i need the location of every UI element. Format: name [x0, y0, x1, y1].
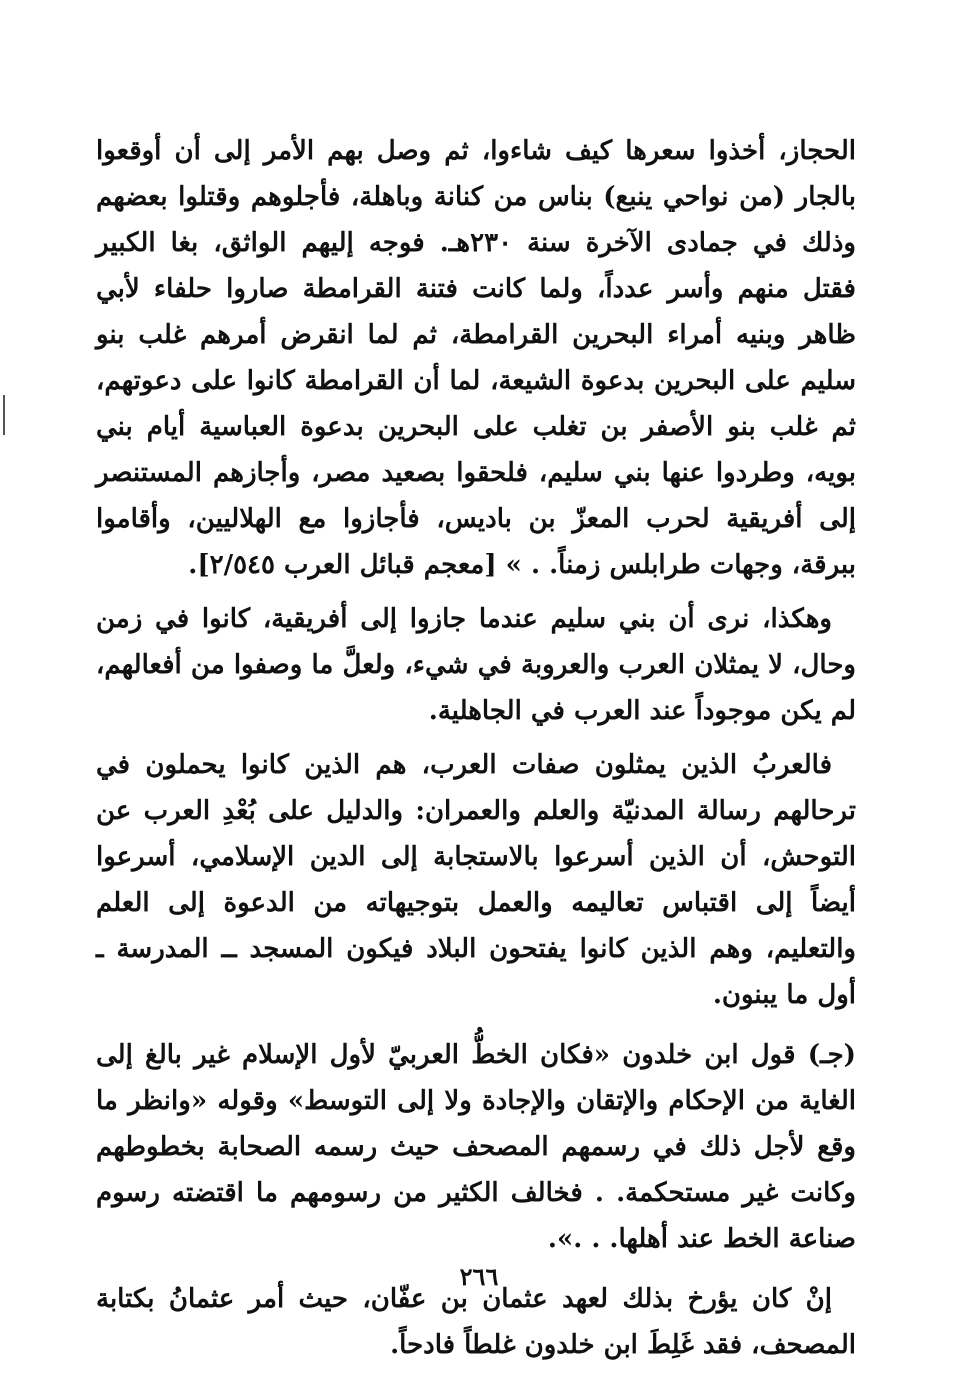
paragraph-hijaz-history: الحجاز، أخذوا سعرها كيف شاءوا، ثم وصل بهم الأمر إلى أن أوقعوا بالجار (من نواحي ينبع) بناس من كنانة وباهلة، فأجلوهم وقتلوا بعضهم وذلك في جمادى الآخرة سنة ٢٣٠هـ. فوجه إليهم الواثق، بغا الكبير فقتل منهم وأسر عدداً، ولما كانت فتنة القرامطة صاروا حلفاء لأبي ظاهر وبنيه أمراء البحرين القرامطة، ثم لما انقرض أمرهم غلب بنو سليم على البحرين بدعوة الشيعة، لما أن القرامطة كانوا على دعوتهم، ثم غلب بنو الأصفر بن تغلب على البحرين بدعوة العباسية أيام بني بويه، وطردوا عنها بني سليم، فلحقوا بصعيد مصر، وأجازهم المستنصر إلى أفريقية لحرب المعزّ بن باديس، فأجازوا مع الهلاليين، وأقاموا ببرقة، وجهات طرابلس زمناً. . » [معجم قبائل العرب ٢/٥٤٥].	[96, 136, 856, 580]
paragraph-bani-sulaym: وهكذا، نرى أن بني سليم عندما جازوا إلى أفريقية، كانوا في زمن وحال، لا يمثلان العرب والعروبة في شيء، ولعلَّ ما وصفوا من أفعالهم، لم يكن موجوداً عند العرب في الجاهلية.	[96, 604, 856, 726]
page-number: ٢٦٦	[459, 1262, 499, 1291]
body-text	[96, 128, 856, 1368]
paragraph-arabs-civilization: فالعربُ الذين يمثلون صفات العرب، هم الذين كانوا يحملون في ترحالهم رسالة المدنيّة والعلم والعمران: والدليل على بُعْدِ العرب عن التوحش، أن الذين أسرعوا بالاستجابة إلى الدين الإسلامي، أسرعوا أيضاً إلى اقتباس تعاليمه والعمل بتوجيهاته من الدعوة إلى العلم والتعليم، وهم الذين كانوا يفتحون البلاد فيكون المسجد ــ المدرسة ـ أول ما يبنون.	[96, 750, 856, 1010]
scan-edge-mark	[3, 395, 5, 435]
paragraph-ibn-khaldun-error: إنْ كان يؤرخ بذلك لعهد عثمان بن عفّان، حيث أمر عثمانُ بكتابة المصحف، فقد غَلِطَ ابن خلدون غلطاً فادحاً.	[96, 1284, 856, 1360]
paragraph-ibn-khaldun-quote: (جـ) قول ابن خلدون «فكان الخطُّ العربيّ لأول الإسلام غير بالغ إلى الغاية من الإحكام والإتقان والإجادة ولا إلى التوسط» وقوله «وانظر ما وقع لأجل ذلك في رسمهم المصحف حيث رسمه الصحابة بخطوطهم وكانت غير مستحكمة. . فخالف الكثير من رسومهم ما اقتضته رسوم صناعة الخط عند أهلها. . .».	[96, 1040, 856, 1254]
